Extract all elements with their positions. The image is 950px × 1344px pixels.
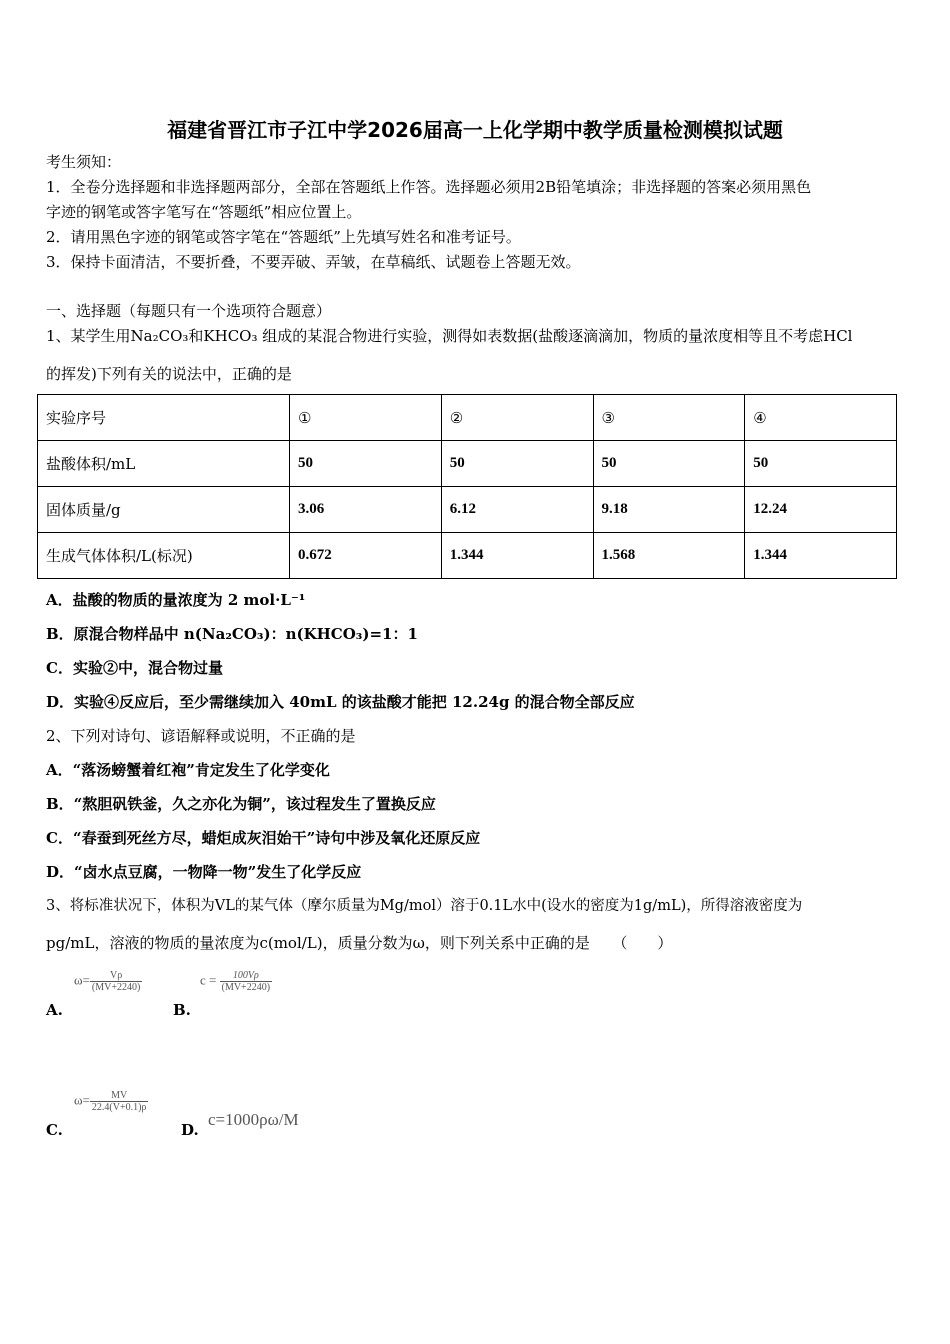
notice-heading: 考生须知： [46, 153, 122, 171]
cell: ① [290, 395, 442, 441]
table-row [38, 395, 897, 441]
q3-stem: 3、将标准状况下，体积为VL的某气体（摩尔质量为Mg/mol）溶于0.1L水中(设水的密度为1g/mL)，所得溶液密度为 [46, 898, 803, 914]
cell: 12.24 [745, 487, 897, 533]
q3-option-b-label: B. [173, 1001, 191, 1019]
q3-option-c-label: C. [46, 1121, 63, 1139]
q3-stem: pg/mL，溶液的物质的量浓度为c(mol/L)，质量分数为ω，则下列关系中正确的是 （ ） [46, 934, 673, 952]
q2-option-a: A．“落汤螃蟹着红袍”肯定发生了化学变化 [46, 761, 330, 779]
q3-option-a-label: A. [46, 1001, 63, 1019]
page-title: 福建省晋江市子江中学2026届高一上化学期中教学质量检测模拟试题 [167, 118, 783, 142]
cell: 1.344 [441, 533, 593, 579]
table-row [38, 441, 897, 487]
cell: 实验序号 [38, 395, 290, 441]
cell: 1.568 [593, 533, 745, 579]
cell: 1.344 [745, 533, 897, 579]
cell: 50 [593, 441, 745, 487]
q1-option-a: A．盐酸的物质的量浓度为 2 mol·L⁻¹ [46, 591, 306, 609]
cell: 9.18 [593, 487, 745, 533]
cell: ③ [593, 395, 745, 441]
cell: ② [441, 395, 593, 441]
q1-stem: 1、某学生用Na₂CO₃和KHCO₃ 组成的某混合物进行实验，测得如表数据(盐酸逐滴滴加，物质的量浓度相等且不考虑HCl [46, 327, 853, 345]
q3-option-a-formula [74, 970, 142, 993]
q1-stem: 的挥发)下列有关的说法中，正确的是 [46, 365, 292, 383]
cell: ④ [745, 395, 897, 441]
q2-option-b: B．“熬胆矾铁釜，久之亦化为铜”，该过程发生了置换反应 [46, 795, 436, 813]
cell: 50 [441, 441, 593, 487]
cell: 50 [290, 441, 442, 487]
q2-option-d: D．“卤水点豆腐，一物降一物”发生了化学反应 [46, 863, 362, 881]
cell: 6.12 [441, 487, 593, 533]
numerator: MV [90, 1090, 149, 1102]
notice-line: 1．全卷分选择题和非选择题两部分，全部在答题纸上作答。选择题必须用2B铅笔填涂；非选择题的答案必须用黑色 [46, 178, 812, 196]
formula-lhs: ω= [74, 972, 90, 988]
notice-line: 字迹的钢笔或答字笔写在“答题纸”相应位置上。 [46, 203, 362, 221]
table-row [38, 533, 897, 579]
q3-option-b-formula [200, 970, 272, 993]
q1-option-b: B．原混合物样品中 n(Na₂CO₃)：n(KHCO₃)=1：1 [46, 625, 418, 643]
cell: 固体质量/g [38, 487, 290, 533]
denominator: (MV+2240) [221, 982, 271, 993]
formula-lhs: c = [200, 972, 217, 988]
denominator: 22.4(V+0.1)ρ [91, 1102, 147, 1113]
data-table [37, 394, 897, 579]
q1-option-c: C．实验②中，混合物过量 [46, 659, 223, 677]
denominator: (MV+2240) [91, 982, 141, 993]
q2-option-c: C．“春蚕到死丝方尽，蜡炬成灰泪始干”诗句中涉及氧化还原反应 [46, 829, 481, 847]
notice-line: 2．请用黑色字迹的钢笔或答字笔在“答题纸”上先填写姓名和准考证号。 [46, 228, 521, 246]
numerator: Vρ [90, 970, 142, 982]
cell: 50 [745, 441, 897, 487]
q3-option-d-label: D. [181, 1121, 199, 1139]
q2-stem: 2、下列对诗句、谚语解释或说明，不正确的是 [46, 727, 356, 745]
q3-option-c-formula [74, 1090, 148, 1113]
q3-option-d-formula: c=1000ρω/M [208, 1110, 299, 1129]
cell: 0.672 [290, 533, 442, 579]
numerator: 100Vρ [220, 970, 272, 982]
section-heading: 一、选择题（每题只有一个选项符合题意） [46, 302, 332, 320]
table-row [38, 487, 897, 533]
notice-line: 3．保持卡面清洁，不要折叠，不要弄破、弄皱，在草稿纸、试题卷上答题无效。 [46, 253, 581, 271]
cell: 盐酸体积/mL [38, 441, 290, 487]
cell: 3.06 [290, 487, 442, 533]
cell: 生成气体体积/L(标况) [38, 533, 290, 579]
formula-lhs: ω= [74, 1092, 90, 1108]
q1-option-d: D．实验④反应后，至少需继续加入 40mL 的该盐酸才能把 12.24g 的混合物全部反应 [46, 693, 635, 711]
